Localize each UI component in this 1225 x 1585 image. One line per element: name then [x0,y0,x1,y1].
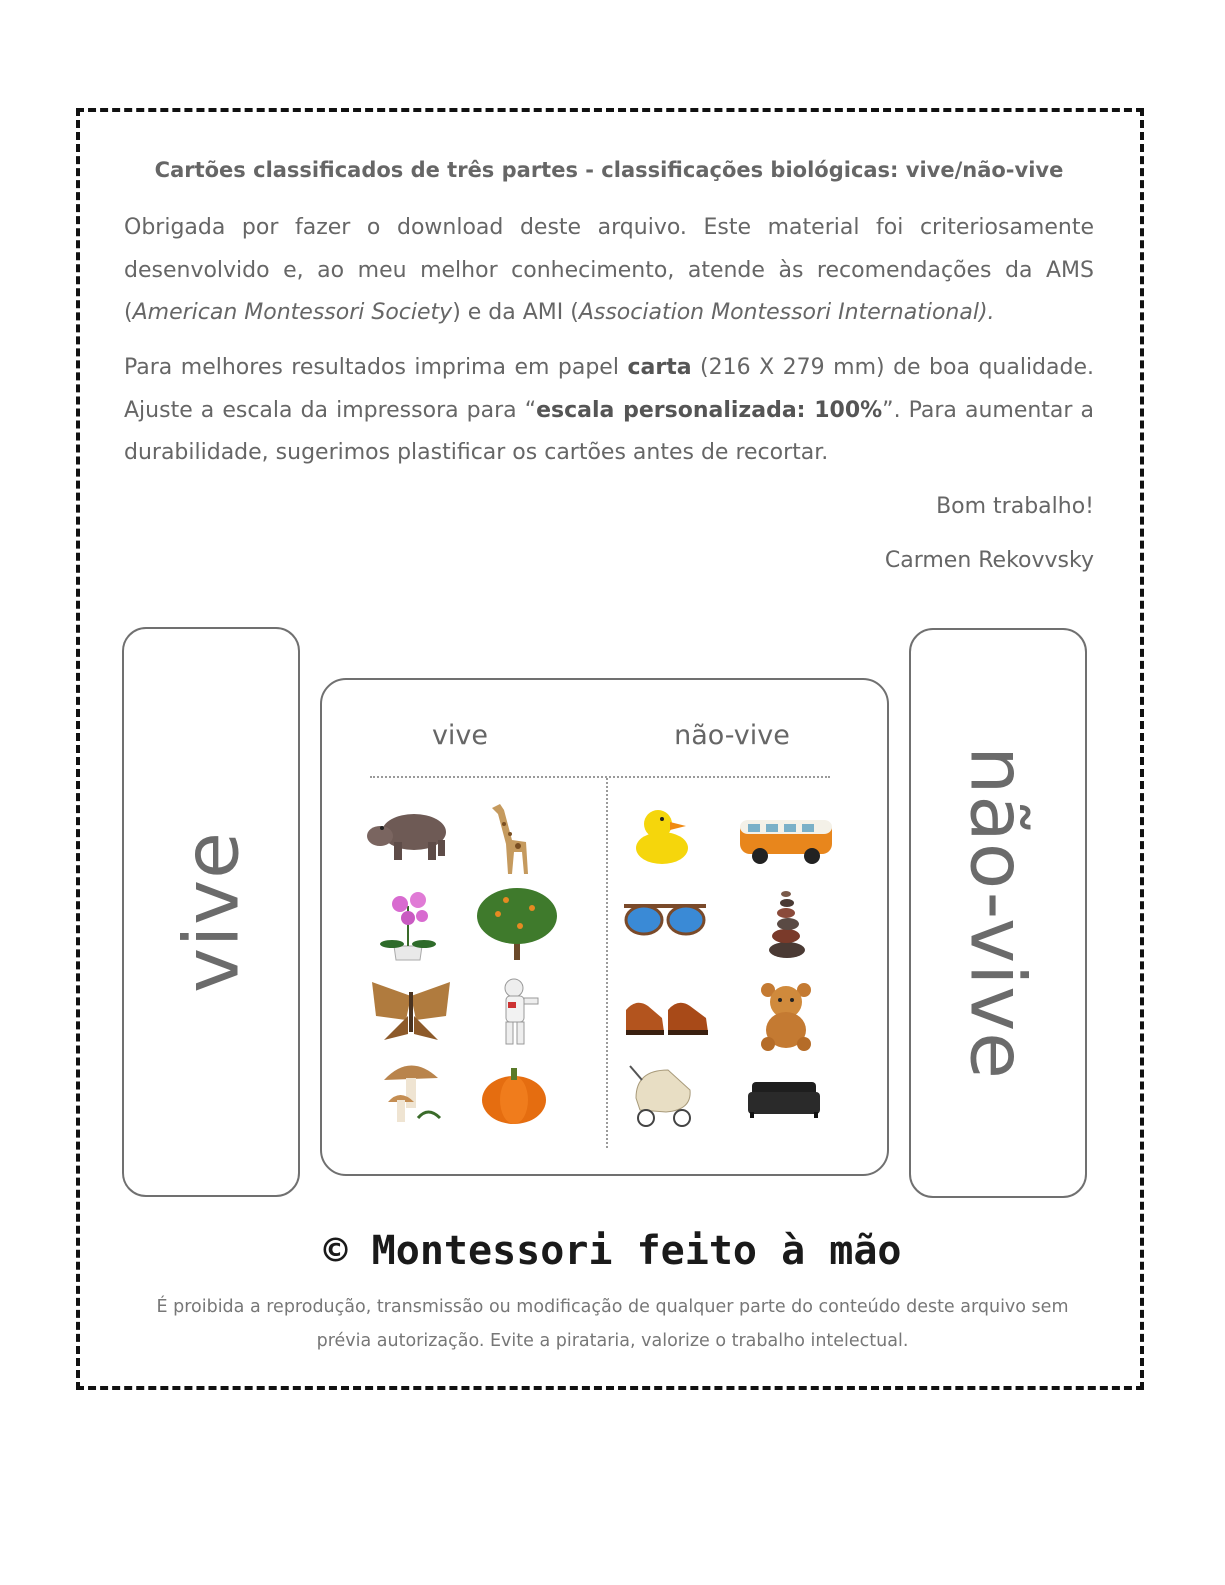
shoes-image [622,988,712,1040]
intro-text: Obrigada por fazer o download deste arquivo. Este material foi criteriosamente desenvolvido e, ao meu melhor conhecimento, atende às recomendações da AMS ( [124,215,1094,325]
rubber-duck-image [632,804,694,866]
van-image [736,810,836,866]
astronaut-image [492,976,542,1048]
intro-paragraph-1 [124,207,1094,335]
orange-tree-image [474,886,560,962]
column-heading-vive: vive [431,720,489,751]
brand-copyright: © Montessori feito à mão [323,1228,902,1274]
stacked-stones-image [762,884,812,960]
control-card [320,678,889,1176]
page-title: Cartões classificados de três partes - classificações biológicas: vive/não-vive [154,158,1064,182]
sofa-image [746,1076,822,1122]
intro-text: (216 X 279 mm) de boa qualidade. Ajuste a escala da impressora para “ [124,355,1094,423]
label-card-text: vive [166,831,256,993]
orchid-image [378,886,438,964]
teddy-bear-image [754,980,818,1052]
greeting: Bom trabalho! [936,494,1094,519]
intro-text: Para melhores resultados imprima em papel [124,355,628,380]
pumpkin-image [476,1064,552,1126]
intro-text: ) e da AMI ( [452,300,579,325]
ams-name: American Montessori Society [132,300,453,325]
baby-stroller-image [626,1060,706,1128]
giraffe-image [482,800,542,878]
intro-paragraph-2 [124,347,1094,475]
hippo-image [366,806,456,866]
mushroom-image [380,1056,444,1128]
author-name: Carmen Rekovvsky [884,548,1094,573]
moth-image [366,976,456,1046]
vertical-divider [606,778,608,1148]
horizontal-divider [370,776,830,778]
legal-notice: É proibida a reprodução, transmissão ou modificação de qualquer parte do conteúdo deste arquivo sem prévia autorização. Evite a pirataria, valorize o trabalho intelectual. [156,1297,1069,1351]
sunglasses-image [620,896,710,946]
scale-setting-bold: escala personalizada: 100% [536,397,883,423]
label-card-vive [122,627,300,1197]
label-card-nao-vive [909,628,1087,1198]
paper-size-bold: carta [627,355,692,380]
ami-name: Association Montessori International). [578,300,995,325]
intro-text: ”. Para aumentar a durabilidade, sugerimos plastificar os cartões antes de recortar. [124,397,1095,465]
label-card-text: não-vive [953,746,1043,1080]
column-heading-nao-vive: não-vive [674,720,790,751]
